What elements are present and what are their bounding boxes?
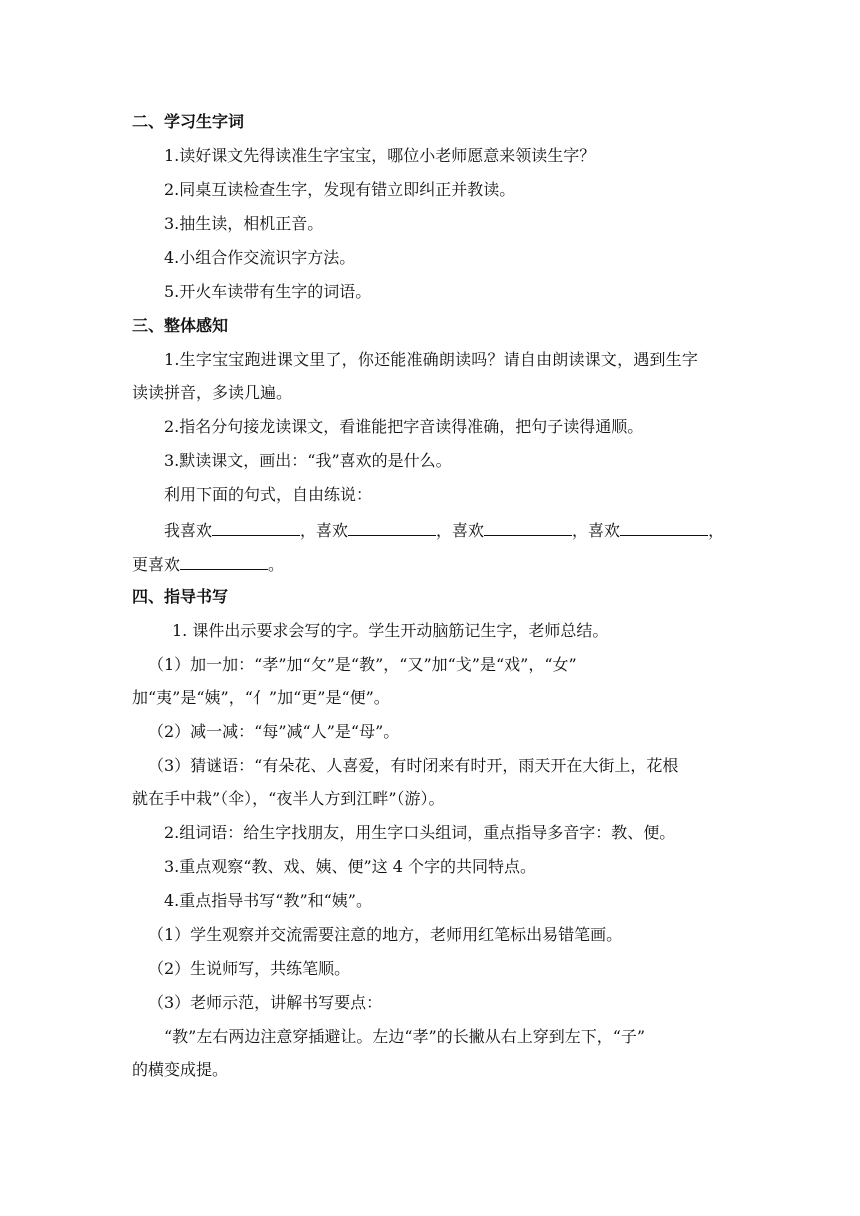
- list-item: （3）老师示范，讲解书写要点：: [148, 993, 383, 1012]
- list-item: （2）减一减：“每”减“人”是“母”。: [148, 722, 400, 741]
- fill-blank[interactable]: [348, 519, 436, 536]
- sentence-pattern: [0, 553, 860, 575]
- paragraph-line: 读读拼音，多读几遍。: [132, 383, 293, 402]
- list-item: 1.读好课文先得读准生字宝宝，哪位小老师愿意来领读生字？: [164, 146, 596, 165]
- pattern-word: ，喜欢: [300, 521, 349, 540]
- section-heading-3: 三、整体感知: [132, 316, 229, 335]
- list-item: 1. 课件出示要求会写的字。学生开动脑筋记生字，老师总结。: [172, 621, 609, 640]
- list-item: 4.重点指导书写“教”和“姨”。: [164, 891, 372, 910]
- pattern-word: 我喜欢: [164, 521, 213, 540]
- fill-blank[interactable]: [484, 519, 572, 536]
- paragraph-line: [0, 350, 860, 370]
- paragraph-line: 就在手中栽”（伞），“夜半人方到江畔”（游）。: [132, 789, 445, 808]
- fill-blank[interactable]: [180, 553, 268, 570]
- pattern-word: 。: [268, 555, 285, 574]
- list-item: （1）学生观察并交流需要注意的地方，老师用红笔标出易错笔画。: [148, 925, 623, 944]
- list-item: （2）生说师写，共练笔顺。: [148, 959, 351, 978]
- prompt-text: 利用下面的句式，自由练说：: [164, 485, 373, 504]
- list-item: 5.开火车读带有生字的词语。: [164, 282, 372, 301]
- list-item: 3.抽生读，相机正音。: [164, 214, 324, 233]
- list-item: （1）加一加：“孝”加“攵”是“教”，“又”加“戈”是“戏”，“女”: [148, 655, 577, 674]
- list-item: 2.组词语：给生字找朋友，用生字口头组词，重点指导多音字：教、便。: [164, 823, 676, 842]
- fill-blank[interactable]: [212, 519, 300, 536]
- paragraph-text: 1.生字宝宝跑进课文里了，你还能准确朗读吗？请自由朗读课文，遇到生字: [164, 350, 699, 369]
- pattern-word: 更喜欢: [132, 555, 181, 574]
- paragraph-line: “教”左右两边注意穿插避让。左边“孝”的长撇从右上穿到左下，“子”: [164, 1027, 646, 1046]
- fill-blank[interactable]: [620, 519, 708, 536]
- list-item: 4.小组合作交流识字方法。: [164, 248, 356, 267]
- pattern-word: ，: [708, 521, 725, 540]
- list-item: 2.同桌互读检查生字，发现有错立即纠正并教读。: [164, 180, 516, 199]
- sentence-pattern: [0, 519, 860, 541]
- paragraph-line: 加“夷”是“姨”，“亻”加“更”是“便”。: [132, 688, 390, 707]
- list-item: （3）猜谜语：“有朵花、人喜爱，有时闭来有时开，雨天开在大街上，花根: [148, 756, 679, 775]
- list-item: 3.默读课文，画出：“我”喜欢的是什么。: [164, 451, 452, 470]
- section-heading-2: 二、学习生字词: [132, 112, 245, 131]
- list-item: 2.指名分句接龙读课文，看谁能把字音读得准确，把句子读得通顺。: [164, 417, 644, 436]
- list-item: 3.重点观察“教、戏、姨、便”这 4 个字的共同特点。: [164, 857, 536, 876]
- pattern-word: ，喜欢: [436, 521, 485, 540]
- section-heading-4: 四、指导书写: [132, 587, 229, 606]
- pattern-word: ，喜欢: [572, 521, 621, 540]
- paragraph-line: 的横变成提。: [132, 1060, 229, 1079]
